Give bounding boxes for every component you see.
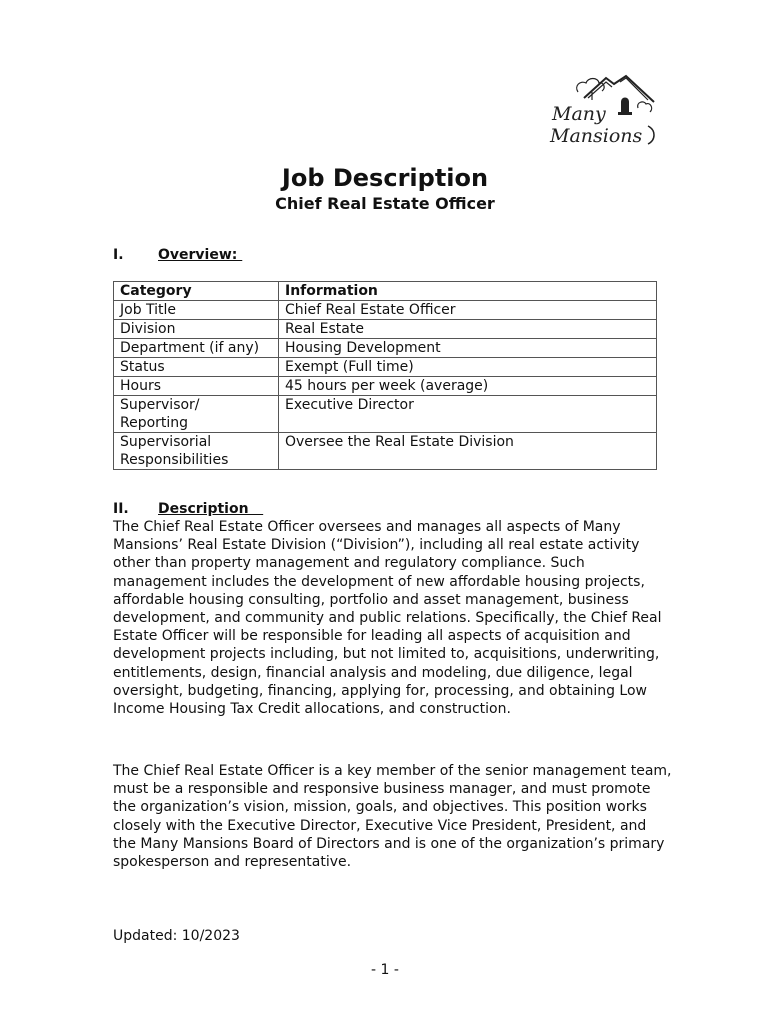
table-cell: Supervisor/ Reporting [114, 396, 279, 433]
table-header-row [114, 282, 657, 301]
description-paragraph-1: The Chief Real Estate Officer oversees and manages all aspects of Many Mansions’ Real Estate Division (“Division”), including all real estate activity other than property management and regulatory compliance. Such management includes the development of new affordable housing projects, affordable housing consulting, portfolio and asset management, business development, and community and public relations. Specifically, the Chief Real Estate Officer will be responsible for leading all aspects of acquisition and development projects including, but not limited to, acquisitions, underwriting, entitlements, design, financial analysis and modeling, due diligence, legal oversight, budgeting, financing, applying for, processing, and obtaining Low Income Housing Tax Credit allocations, and construction. [113, 519, 662, 718]
table-cell: Status [114, 358, 279, 377]
table-row [114, 301, 657, 320]
table-row [114, 396, 657, 433]
section-label: Overview: [158, 247, 243, 263]
updated-date: Updated: 10/2023 [113, 928, 240, 944]
page-number: - 1 - [371, 962, 399, 978]
table-row [114, 433, 657, 470]
table-row [114, 377, 657, 396]
logo-text-mansions: Mansions [550, 125, 643, 147]
column-header-information: Information [279, 282, 657, 301]
table-row [114, 358, 657, 377]
page-title: Job Description [281, 164, 489, 192]
page-subtitle: Chief Real Estate Officer [275, 194, 495, 213]
logo-text-many: Many [552, 103, 606, 125]
many-mansions-logo [548, 72, 660, 150]
table-cell: Executive Director [279, 396, 657, 433]
section-label: Description [158, 501, 264, 517]
description-paragraph-2: The Chief Real Estate Officer is a key member of the senior management team, must be a responsible and responsive business manager, and must promote the organization’s vision, mission, goals, and objectives. This position works closely with the Executive Director, Executive Vice President, President, and the Many Mansions Board of Directors and is one of the organization’s primary spokesperson and representative. [113, 763, 672, 871]
table-cell: Department (if any) [114, 339, 279, 358]
table-cell: Division [114, 320, 279, 339]
table-cell: 45 hours per week (average) [279, 377, 657, 396]
table-row [114, 339, 657, 358]
section-overview-heading [113, 246, 242, 264]
table-cell: Oversee the Real Estate Division [279, 433, 657, 470]
table-cell: Hours [114, 377, 279, 396]
table-row [114, 320, 657, 339]
section-number: I. [113, 247, 124, 263]
column-header-category: Category [114, 282, 279, 301]
table-cell: Real Estate [279, 320, 657, 339]
table-cell: Chief Real Estate Officer [279, 301, 657, 320]
table-cell: Job Title [114, 301, 279, 320]
table-cell: Supervisorial Responsibilities [114, 433, 279, 470]
table-cell: Housing Development [279, 339, 657, 358]
overview-table [113, 281, 657, 470]
table-cell: Exempt (Full time) [279, 358, 657, 377]
section-number: II. [113, 501, 129, 517]
section-description-heading [113, 500, 263, 518]
